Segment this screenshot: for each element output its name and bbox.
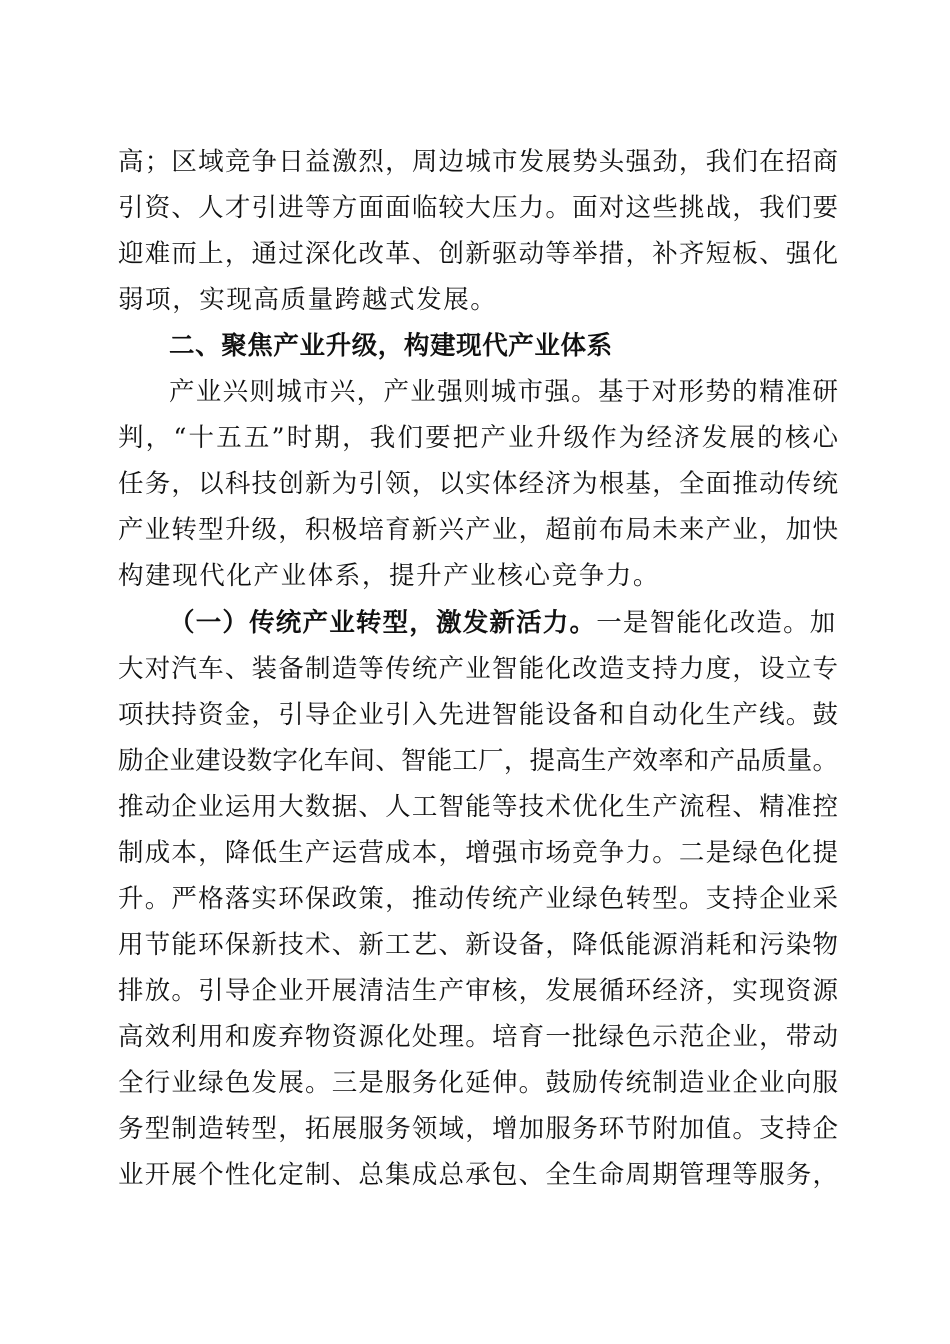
body-line-7: 判，“十五五”时期，我们要把产业升级作为经济发展的核心 bbox=[118, 423, 838, 453]
body-line-1: 高；区域竞争日益激烈，周边城市发展势头强劲，我们在招商 bbox=[118, 147, 838, 177]
subsection-line bbox=[169, 600, 838, 646]
body-line-23: 业开展个性化定制、总集成总承包、全生命周期管理等服务， bbox=[118, 1160, 838, 1190]
body-line-18: 用节能环保新技术、新工艺、新设备，降低能源消耗和污染物 bbox=[118, 930, 838, 960]
body-line-20: 高效利用和废弃物资源化处理。培育一批绿色示范企业，带动 bbox=[118, 1022, 838, 1052]
body-line-4: 弱项，实现高质量跨越式发展。 bbox=[118, 285, 498, 315]
body-line-3: 迎难而上，通过深化改革、创新驱动等举措，补齐短板、强化 bbox=[118, 239, 838, 269]
section-heading: 二、聚焦产业升级，构建现代产业体系 bbox=[169, 331, 613, 361]
body-line-14: 励企业建设数字化车间、智能工厂，提高生产效率和产品质量。 bbox=[118, 746, 838, 776]
body-line-12: 大对汽车、装备制造等传统产业智能化改造支持力度，设立专 bbox=[118, 654, 838, 684]
body-line-13: 项扶持资金，引导企业引入先进智能设备和自动化生产线。鼓 bbox=[118, 700, 838, 730]
body-line-9: 产业转型升级，积极培育新兴产业，超前布局未来产业，加快 bbox=[118, 515, 838, 545]
body-line-6: 产业兴则城市兴，产业强则城市强。基于对形势的精准研 bbox=[169, 377, 838, 407]
body-line-21: 全行业绿色发展。三是服务化延伸。鼓励传统制造业企业向服 bbox=[118, 1068, 838, 1098]
body-line-19: 排放。引导企业开展清洁生产审核，发展循环经济，实现资源 bbox=[118, 976, 838, 1006]
body-line-17: 升。严格落实环保政策，推动传统产业绿色转型。支持企业采 bbox=[118, 884, 838, 914]
body-line-10: 构建现代化产业体系，提升产业核心竞争力。 bbox=[118, 561, 661, 591]
body-line-16: 制成本，降低生产运营成本，增强市场竞争力。二是绿色化提 bbox=[118, 838, 838, 868]
body-line-2: 引资、人才引进等方面面临较大压力。面对这些挑战，我们要 bbox=[118, 193, 838, 223]
body-line-15: 推动企业运用大数据、人工智能等技术优化生产流程、精准控 bbox=[118, 792, 838, 822]
subsection-first-text: 一是智能化改造。加 bbox=[596, 608, 837, 638]
body-line-22: 务型制造转型，拓展服务领域，增加服务环节附加值。支持企 bbox=[118, 1114, 838, 1144]
subsection-heading: （一）传统产业转型，激发新活力。 bbox=[169, 608, 597, 638]
body-line-8: 任务，以科技创新为引领，以实体经济为根基，全面推动传统 bbox=[118, 469, 838, 499]
